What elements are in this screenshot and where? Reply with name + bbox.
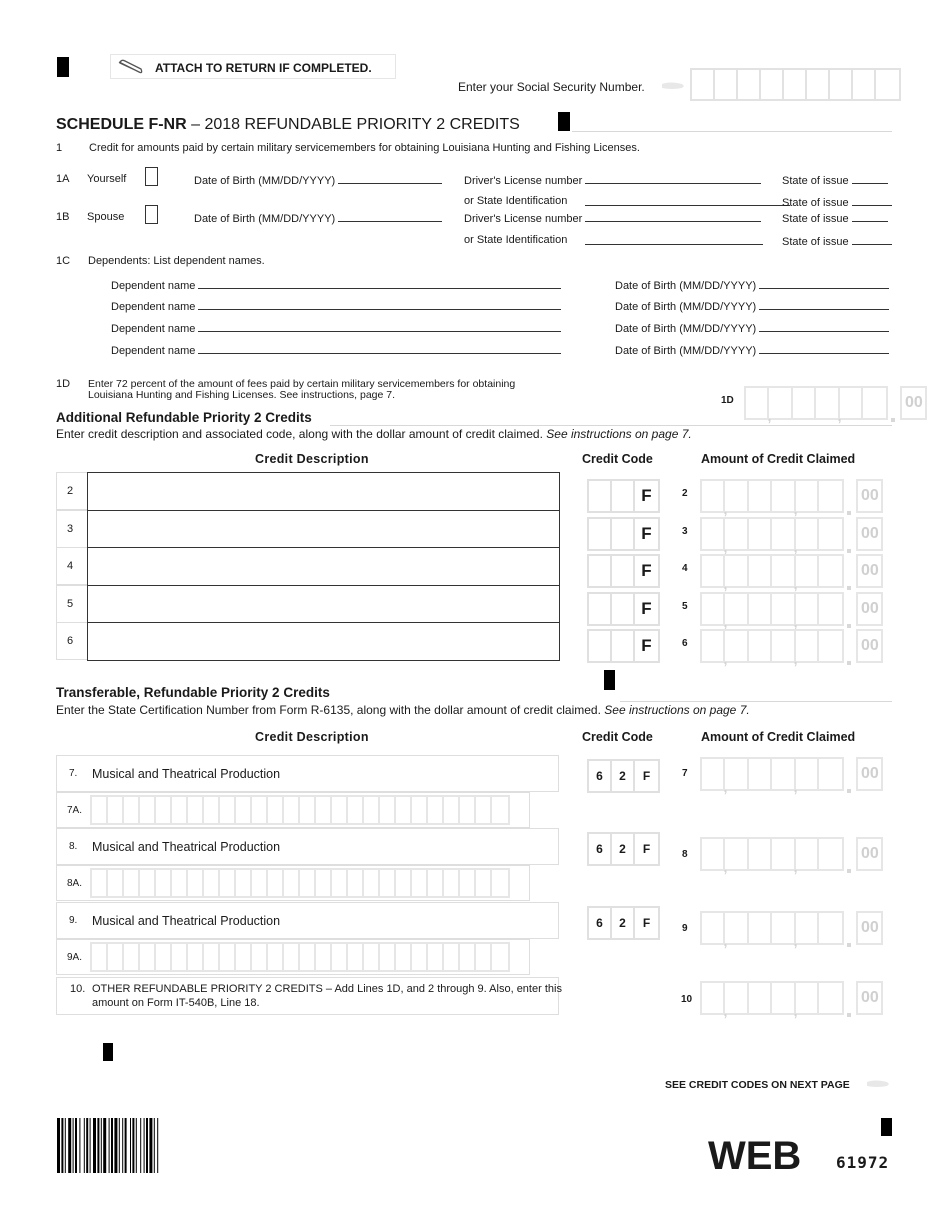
additional-amount-input[interactable] bbox=[700, 592, 883, 626]
additional-amount-input[interactable] bbox=[700, 554, 883, 588]
line1a-or-id: or State Identification bbox=[464, 195, 568, 207]
additional-row-num-cell bbox=[56, 622, 88, 660]
line1a-state-label: State of issue bbox=[782, 173, 888, 187]
line1b-dob-field[interactable] bbox=[338, 211, 442, 222]
barcode-bar bbox=[130, 1118, 131, 1173]
additional-credit-code-input[interactable] bbox=[587, 554, 660, 588]
additional-amount-line-num: 5 bbox=[682, 601, 688, 612]
additional-amount-input[interactable] bbox=[700, 629, 883, 663]
pointer-hand-icon-footer bbox=[865, 1078, 891, 1093]
barcode-bar bbox=[157, 1118, 158, 1173]
barcode-bar bbox=[93, 1118, 96, 1173]
cents-placeholder: 00 bbox=[900, 386, 927, 420]
title-rest: – 2018 REFUNDABLE PRIORITY 2 CREDITS bbox=[186, 116, 520, 133]
transferable-intro: Enter the State Certification Number from Form R-6135, along with the dollar amount of credit claimed. See instructions on page 7. bbox=[56, 703, 750, 717]
line10-text2: amount on Form IT-540B, Line 18. bbox=[92, 997, 260, 1009]
dependent-name-field[interactable] bbox=[198, 321, 561, 332]
additional-amount-input[interactable] bbox=[700, 517, 883, 551]
page-title bbox=[56, 116, 520, 134]
additional-credit-description-input[interactable] bbox=[87, 472, 560, 511]
dependent-name-field[interactable] bbox=[198, 343, 561, 354]
form-number: 61972 bbox=[836, 1153, 890, 1172]
ssn-label: Enter your Social Security Number. bbox=[458, 80, 645, 94]
attach-box bbox=[110, 54, 396, 79]
see-credit-codes: SEE CREDIT CODES ON NEXT PAGE bbox=[665, 1079, 850, 1091]
transferable-row-desc: Musical and Theatrical Production bbox=[92, 914, 281, 928]
additional-amount-line-num: 3 bbox=[682, 526, 688, 537]
line1a-dob-label: Date of Birth (MM/DD/YYYY) bbox=[194, 173, 442, 187]
transferable-amount-line-num: 8 bbox=[682, 849, 688, 860]
barcode-bar bbox=[132, 1118, 134, 1173]
barcode-bar bbox=[144, 1118, 145, 1173]
transferable-row-num: 9. bbox=[69, 915, 78, 926]
barcode-bar bbox=[146, 1118, 148, 1173]
additional-row-num: 3 bbox=[67, 523, 74, 535]
barcode-bar bbox=[61, 1118, 63, 1173]
line1b-dob-label: Date of Birth (MM/DD/YYYY) bbox=[194, 211, 442, 225]
barcode-bar bbox=[136, 1118, 137, 1173]
barcode-bar bbox=[154, 1118, 155, 1173]
line1d-divider bbox=[744, 425, 892, 426]
transferable-amount-input[interactable] bbox=[700, 757, 883, 791]
additional-credit-code-input[interactable] bbox=[587, 479, 660, 513]
line1a-dl-field[interactable] bbox=[585, 173, 761, 184]
barcode-bar bbox=[73, 1118, 74, 1173]
line1-num: 1 bbox=[56, 142, 63, 154]
transferable-col-amt: Amount of Credit Claimed bbox=[701, 730, 856, 744]
dependent-dob-field[interactable] bbox=[759, 343, 889, 354]
transferable-amount-line-num: 7 bbox=[682, 768, 688, 779]
additional-col-amt: Amount of Credit Claimed bbox=[701, 452, 856, 466]
registration-mark-top-left bbox=[57, 57, 69, 77]
additional-col-desc: Credit Description bbox=[255, 452, 369, 466]
line1c-text: Dependents: List dependent names. bbox=[88, 255, 265, 267]
cents-placeholder: 00 bbox=[856, 479, 883, 513]
ssn-input[interactable] bbox=[690, 68, 901, 101]
credit-code-suffix: F bbox=[641, 524, 652, 543]
transferable-col-desc: Credit Description bbox=[255, 730, 369, 744]
line1b-state2-label: State of issue bbox=[782, 234, 892, 248]
barcode-bar bbox=[97, 1118, 99, 1173]
dependent-dob-field[interactable] bbox=[759, 299, 889, 310]
line10-box-label: 10 bbox=[681, 994, 693, 1005]
cert-number-label: 7A. bbox=[67, 805, 83, 816]
transferable-row-desc: Musical and Theatrical Production bbox=[92, 767, 281, 781]
attach-text: ATTACH TO RETURN IF COMPLETED. bbox=[155, 61, 372, 75]
registration-mark-bottom-right bbox=[881, 1118, 892, 1136]
barcode-bar bbox=[101, 1118, 102, 1173]
line1b-state2-field[interactable] bbox=[852, 234, 892, 245]
cents-placeholder: 00 bbox=[856, 629, 883, 663]
credit-code-digit: 2 bbox=[612, 908, 635, 938]
additional-credit-description-input[interactable] bbox=[87, 547, 560, 586]
dependent-name-field[interactable] bbox=[198, 278, 561, 289]
barcode-bar bbox=[125, 1118, 127, 1173]
transferable-credit-code bbox=[587, 906, 660, 940]
additional-amount-line-num: 4 bbox=[682, 563, 688, 574]
line1b-or-id: or State Identification bbox=[464, 234, 568, 246]
line10-text1: OTHER REFUNDABLE PRIORITY 2 CREDITS – Add Lines 1D, and 2 through 9. Also, enter this bbox=[92, 983, 562, 995]
dependent-dob-label: Date of Birth (MM/DD/YYYY) bbox=[615, 299, 889, 313]
line10-amount-input[interactable] bbox=[700, 981, 883, 1015]
cert-number-input[interactable] bbox=[90, 868, 510, 898]
transferable-row-desc: Musical and Theatrical Production bbox=[92, 840, 281, 854]
transferable-row bbox=[56, 828, 559, 865]
dependent-dob-field[interactable] bbox=[759, 278, 889, 289]
dependent-name-label: Dependent name bbox=[111, 299, 561, 313]
additional-credit-description-input[interactable] bbox=[87, 510, 560, 549]
line1b-who: Spouse bbox=[87, 211, 125, 223]
dependent-dob-label: Date of Birth (MM/DD/YYYY) bbox=[615, 278, 889, 292]
transferable-row bbox=[56, 755, 559, 792]
credit-code-digit: F bbox=[642, 769, 651, 783]
credit-code-digit: 6 bbox=[589, 761, 612, 791]
barcode-bar bbox=[57, 1118, 60, 1173]
credit-code-digit: 6 bbox=[589, 834, 612, 864]
credit-code-digit: 2 bbox=[612, 761, 635, 791]
line1d-box-label: 1D bbox=[721, 395, 734, 406]
dependent-name-field[interactable] bbox=[198, 299, 561, 310]
web-mark: WEB bbox=[708, 1134, 802, 1178]
cert-number-input[interactable] bbox=[90, 942, 510, 972]
barcode-bar bbox=[149, 1118, 152, 1173]
additional-credit-description-input[interactable] bbox=[87, 622, 560, 661]
line1d-text2: Louisiana Hunting and Fishing Licenses. See instructions, page 7. bbox=[88, 389, 396, 401]
registration-mark-bottom-left bbox=[103, 1043, 113, 1061]
transferable-row bbox=[56, 902, 559, 939]
registration-mark-title bbox=[558, 112, 570, 131]
cents-placeholder: 00 bbox=[856, 757, 883, 791]
line1a-dob-field[interactable] bbox=[338, 173, 442, 184]
cents-placeholder: 00 bbox=[856, 911, 883, 945]
barcode-bar bbox=[122, 1118, 123, 1173]
transferable-credit-code bbox=[587, 832, 660, 866]
dependent-name-label: Dependent name bbox=[111, 278, 561, 292]
additional-row-num: 2 bbox=[67, 485, 74, 497]
line1d-amount-input[interactable] bbox=[744, 386, 927, 420]
credit-code-digit: F bbox=[642, 842, 651, 856]
additional-row-num-cell bbox=[56, 510, 88, 548]
cents-placeholder: 00 bbox=[856, 981, 883, 1015]
barcode-bar bbox=[119, 1118, 120, 1173]
additional-credit-description-input[interactable] bbox=[87, 585, 560, 624]
barcode-bar bbox=[65, 1118, 66, 1173]
paperclip-icon bbox=[115, 57, 145, 80]
credit-code-suffix: F bbox=[641, 599, 652, 618]
barcode-bar bbox=[140, 1118, 141, 1173]
credit-code-suffix: F bbox=[641, 486, 652, 505]
dependent-dob-label: Date of Birth (MM/DD/YYYY) bbox=[615, 343, 889, 357]
line1a-num: 1A bbox=[56, 173, 70, 185]
transferable-divider bbox=[620, 701, 892, 702]
barcode-bar bbox=[90, 1118, 91, 1173]
cents-placeholder: 00 bbox=[856, 592, 883, 626]
line1a-state-field[interactable] bbox=[852, 173, 888, 184]
line1a-id-field[interactable] bbox=[585, 195, 790, 206]
cert-number-label: 9A. bbox=[67, 952, 83, 963]
line1a-dl-label: Driver's License number bbox=[464, 173, 761, 187]
line1a-who: Yourself bbox=[87, 173, 127, 185]
barcode-bar bbox=[111, 1118, 113, 1173]
transferable-row-num: 8. bbox=[69, 841, 78, 852]
line1c-num: 1C bbox=[56, 255, 71, 267]
transferable-title: Transferable, Refundable Priority 2 Credits bbox=[56, 685, 330, 700]
additional-row-num: 5 bbox=[67, 598, 74, 610]
line1b-state-field[interactable] bbox=[852, 211, 888, 222]
additional-credit-code-input[interactable] bbox=[587, 629, 660, 663]
line1-text: Credit for amounts paid by certain military servicemembers for obtaining Louisiana Hunting and Fishing Licenses. bbox=[89, 142, 640, 154]
dependent-name-label: Dependent name bbox=[111, 321, 561, 335]
line1d-num: 1D bbox=[56, 378, 71, 390]
line10-num: 10. bbox=[70, 983, 86, 995]
additional-credit-code-input[interactable] bbox=[587, 517, 660, 551]
barcode-bar bbox=[86, 1118, 88, 1173]
credit-code-digit: 6 bbox=[589, 908, 612, 938]
barcode bbox=[57, 1118, 229, 1173]
line1b-id-field[interactable] bbox=[585, 234, 763, 245]
yourself-checkbox[interactable] bbox=[145, 167, 158, 186]
additional-amount-line-num: 6 bbox=[682, 638, 688, 649]
line1b-dl-label: Driver's License number bbox=[464, 211, 761, 225]
pointer-hand-icon bbox=[660, 80, 686, 95]
barcode-bar bbox=[79, 1118, 80, 1173]
cents-placeholder: 00 bbox=[856, 517, 883, 551]
barcode-bar bbox=[103, 1118, 106, 1173]
cents-placeholder: 00 bbox=[856, 837, 883, 871]
title-schedule: SCHEDULE F-NR bbox=[56, 116, 187, 133]
credit-code-digit: F bbox=[642, 916, 651, 930]
barcode-bar bbox=[75, 1118, 77, 1173]
additional-amount-line-num: 2 bbox=[682, 488, 688, 499]
cert-number-label: 8A. bbox=[67, 878, 83, 889]
registration-mark-mid bbox=[604, 670, 615, 690]
additional-row-num-cell bbox=[56, 585, 88, 623]
title-divider bbox=[572, 131, 892, 132]
dependent-dob-label: Date of Birth (MM/DD/YYYY) bbox=[615, 321, 889, 335]
additional-row-num-cell bbox=[56, 472, 88, 510]
additional-col-code: Credit Code bbox=[582, 452, 653, 466]
barcode-bar bbox=[68, 1118, 71, 1173]
transferable-amount-input[interactable] bbox=[700, 837, 883, 871]
credit-code-suffix: F bbox=[641, 561, 652, 580]
line1a-state2-label: State of issue bbox=[782, 195, 892, 209]
line1b-dl-field[interactable] bbox=[585, 211, 761, 222]
additional-amount-input[interactable] bbox=[700, 479, 883, 513]
line1b-num: 1B bbox=[56, 211, 70, 223]
transferable-credit-code bbox=[587, 759, 660, 793]
transferable-col-code: Credit Code bbox=[582, 730, 653, 744]
dependent-name-label: Dependent name bbox=[111, 343, 561, 357]
transferable-amount-input[interactable] bbox=[700, 911, 883, 945]
transferable-row-num: 7. bbox=[69, 768, 78, 779]
barcode-bar bbox=[109, 1118, 110, 1173]
credit-code-suffix: F bbox=[641, 636, 652, 655]
additional-credit-code-input[interactable] bbox=[587, 592, 660, 626]
additional-row-num-cell bbox=[56, 547, 88, 585]
dependent-dob-field[interactable] bbox=[759, 321, 889, 332]
additional-row-num: 4 bbox=[67, 560, 74, 572]
barcode-bar bbox=[114, 1118, 117, 1173]
line1a-state2-field[interactable] bbox=[852, 195, 892, 206]
line1b-state-label: State of issue bbox=[782, 211, 888, 225]
cert-number-input[interactable] bbox=[90, 795, 510, 825]
credit-code-digit: 2 bbox=[612, 834, 635, 864]
line10-row bbox=[56, 977, 562, 1015]
additional-intro: Enter credit description and associated code, along with the dollar amount of credit claimed. See instructions on page 7. bbox=[56, 427, 692, 441]
additional-row-num: 6 bbox=[67, 635, 74, 647]
spouse-checkbox[interactable] bbox=[145, 205, 158, 224]
barcode-bar bbox=[84, 1118, 85, 1173]
cents-placeholder: 00 bbox=[856, 554, 883, 588]
transferable-amount-line-num: 9 bbox=[682, 923, 688, 934]
additional-title: Additional Refundable Priority 2 Credits bbox=[56, 410, 312, 425]
line1d-text1: Enter 72 percent of the amount of fees paid by certain military servicemembers for obtaining bbox=[88, 378, 516, 390]
